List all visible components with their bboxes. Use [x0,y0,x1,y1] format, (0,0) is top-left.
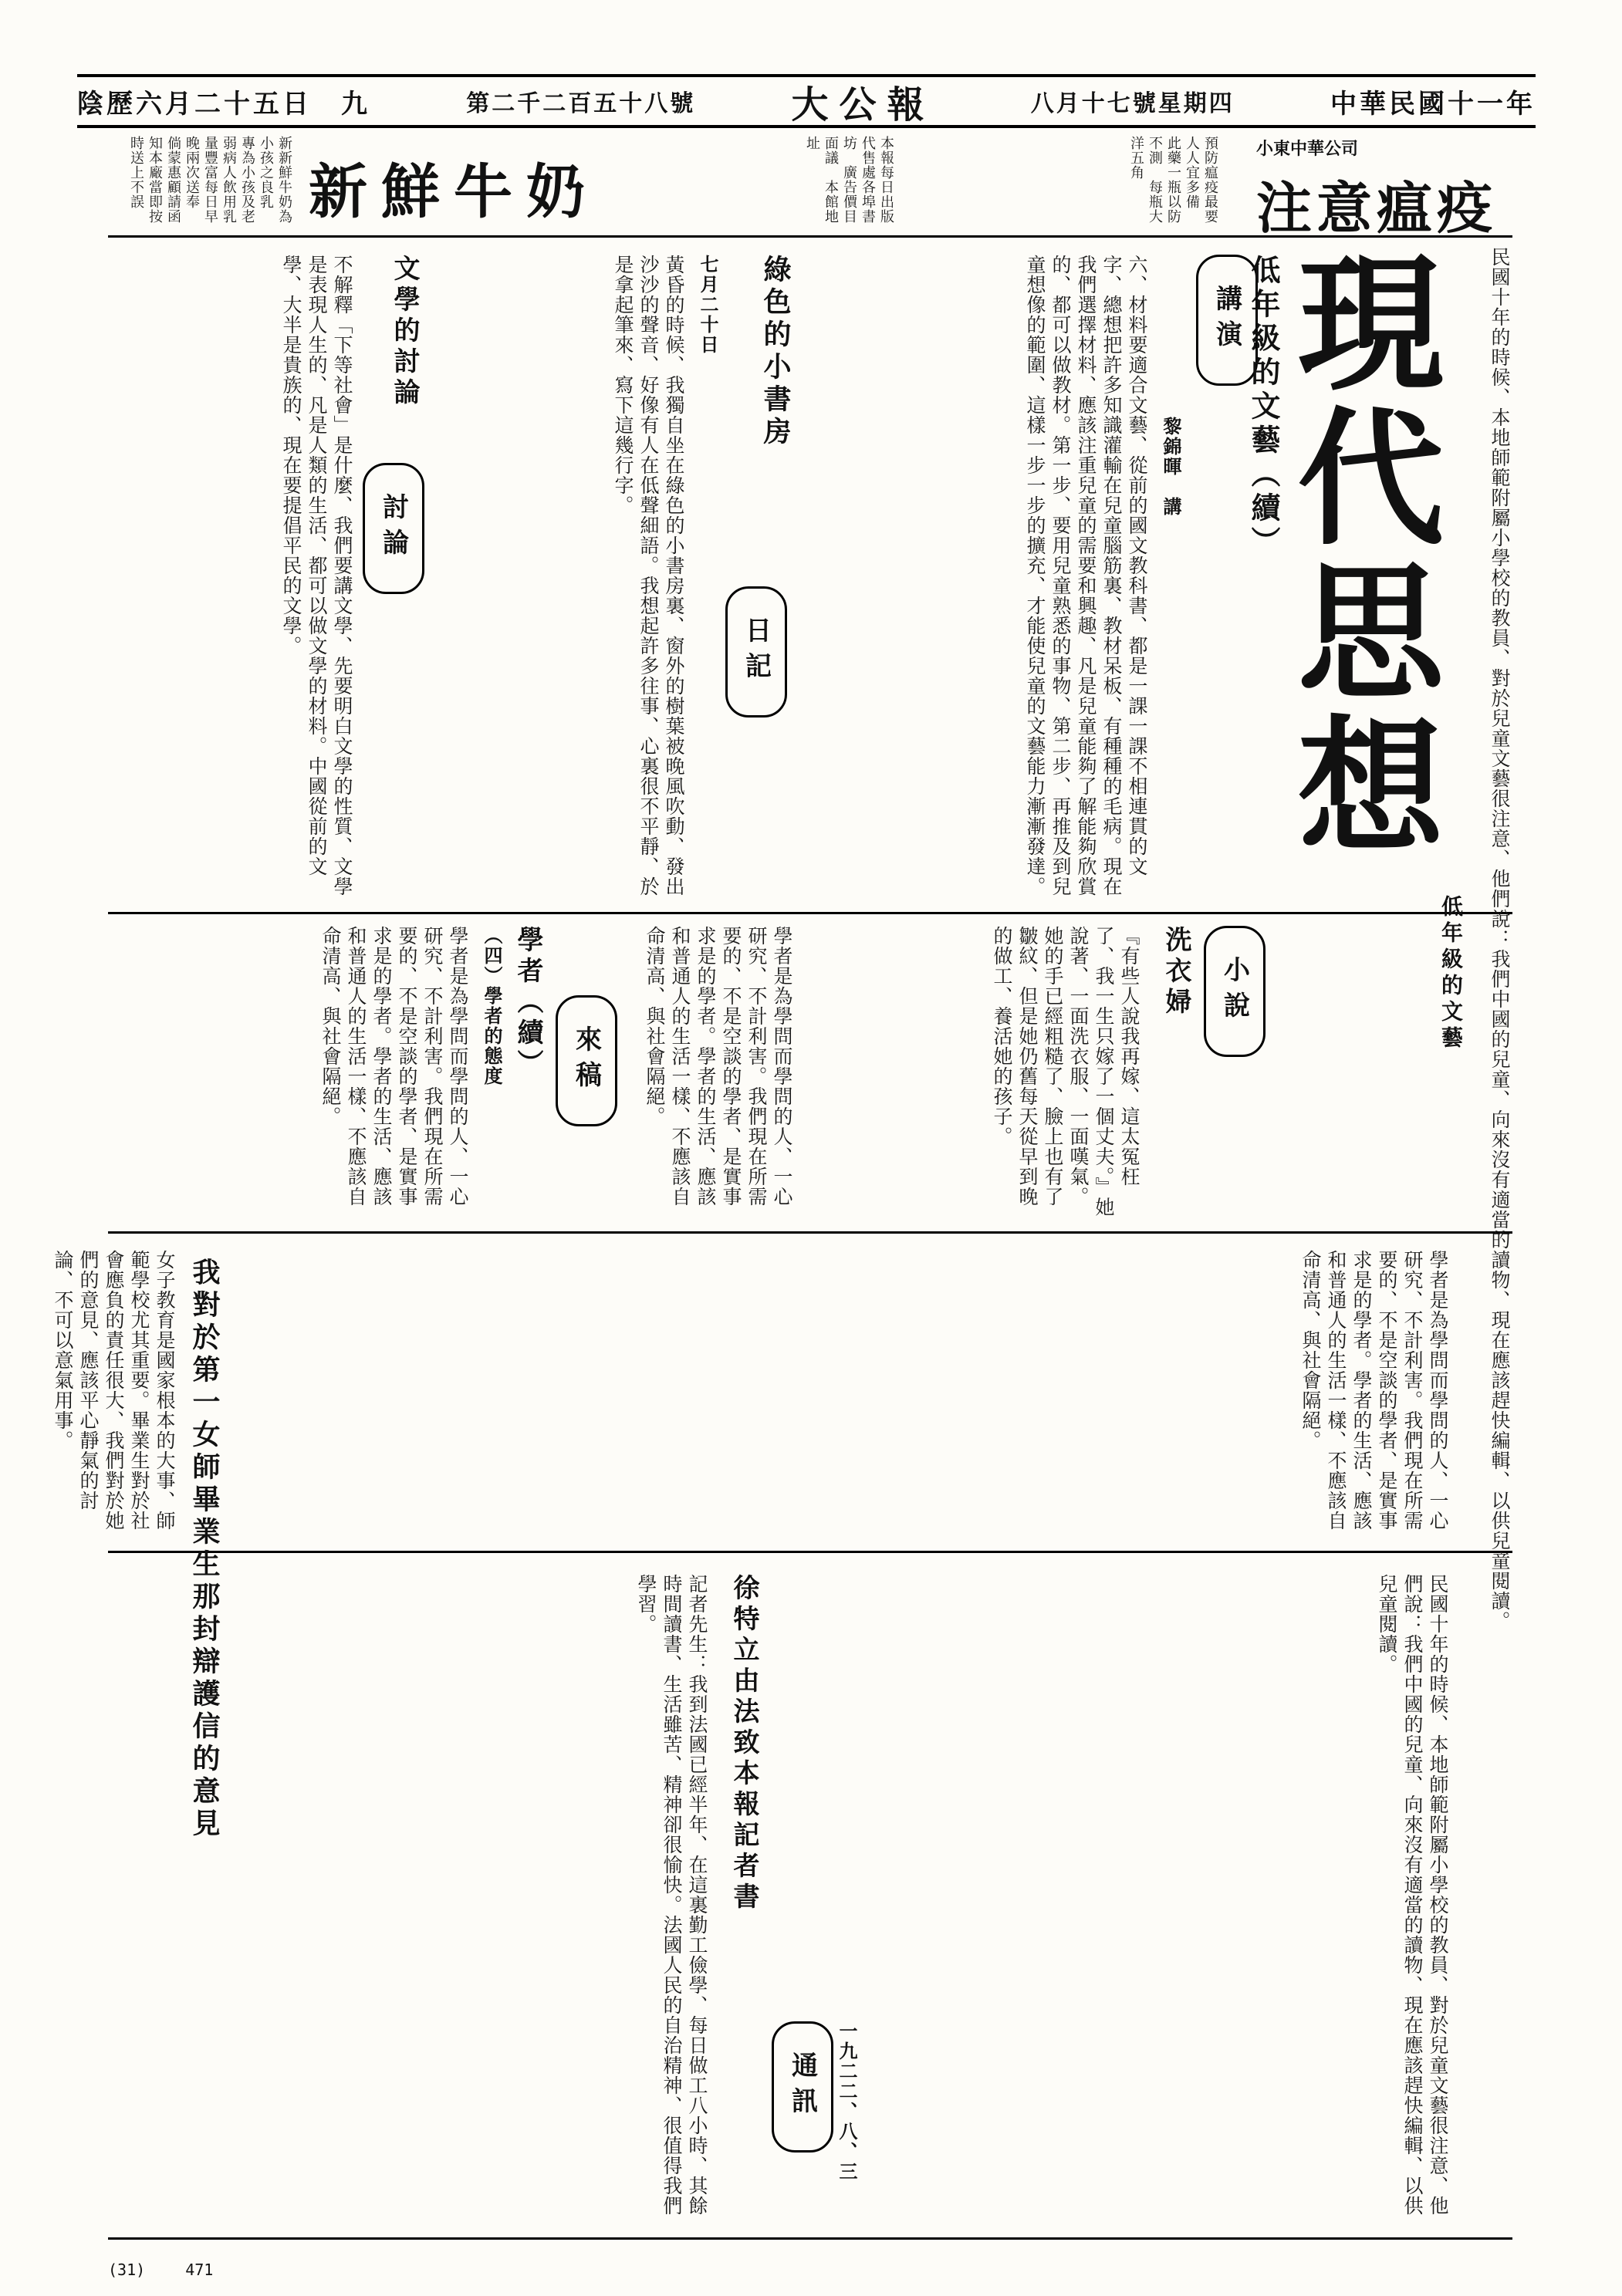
literature-label: 討論 [363,463,424,594]
tier-divider-1 [108,912,1512,914]
lecture-label: 講演 [1196,255,1258,386]
bottom-rule [108,2237,1512,2240]
flu-ad-company: 小東中華公司 [1255,139,1358,159]
diary-label: 日記 [725,586,787,718]
diary-text: 黃昏的時候、我獨自坐在綠色的小書房裏、窗外的樹葉被晚風吹動、發出沙沙的聲音、好像有人在低聲細語。我想起許多往事、心裏很不平靜、於是拿起筆來、寫下這幾行字。 [612,255,685,896]
bulletin-title: 徐特立由法致本報記者書 [728,1574,759,1913]
weekday-date: 八月十七號星期四 [1030,90,1235,117]
notice-ad-text: 本報每日出版 代售處各埠書坊 廣告價目面議 本館地址 [804,136,894,238]
masthead [77,74,1536,128]
paper-title: 大公報 [791,83,935,127]
right-column-title: 低年級的文藝 [1438,895,1464,1052]
scholar-label: 來稿 [556,995,617,1126]
reform-title: 我對於第一女師畢業生那封辯護信的意見 [188,1258,221,1841]
flu-advertisement [1235,136,1512,241]
notice-advertisement [772,136,895,238]
tier4-right-text: 民國十年的時候、本地師範附屬小學校的教員、對於兒童文藝很注意、他們說：我們中國的兒童、向來沒有適當的讀物、現在應該趕快編輯、以供兒童閱讀。 [1376,1574,1449,2216]
novel-title: 洗衣婦 [1161,926,1191,1018]
scholar-title: 學者（續） [512,926,543,1080]
lunar-date: 陰歷六月二十五日 九 [77,88,370,120]
advertisement-band [108,130,1512,241]
bulletin-date: 一九二二、八、三 [836,2021,858,2182]
flu-ad-title: 注意瘟疫 [1255,175,1497,241]
flu-ad-text: 預防瘟疫最要 人人宜多備 此藥一瓶以防不測 每瓶大洋五角 [1128,136,1218,238]
novel-text: 『有些人說我再嫁、這太冤枉了、我一生只嫁了一個丈夫。』她說著、一面洗衣服、一面嘆氣。她的手已經粗糙了、臉上也有了皺紋、但是她仍舊每天從早到晚的做工、養活她的孩子。 [991,926,1140,1217]
flu-ad-notes [926,136,1219,238]
lecture-text: 六、材料要適合文藝、從前的國文教科書、都是一課一課不相連貫的文字、總想把許多知識灌輸在兒童腦筋裏、教材呆板、有種種的毛病。現在我們選擇材料、應該注重兒童的需要和興趣、凡是兒童能夠了解能夠欣賞的、都可以做教材。第一步、要用兒童熟悉的事物、第二步、再推及到兒童想像的範圍、這樣一步一步的擴充、才能使兒童的文藝能力漸漸發達。 [1024,255,1148,896]
page-number: (31) [108,2261,146,2279]
modern-thought-banner: 現代思想 [1273,247,1444,864]
tier-divider-3 [108,1551,1512,1553]
tier3-body-text: 學者是為學問而學問的人、一心研究、不計利害。我們現在所需要的、不是空談的學者、是實事求是的學者。學者的生活、應該和普通人的生活一樣、不應該自命清高、與社會隔絕。 [1299,1250,1449,1531]
scholar-text-extra: 學者是為學問而學問的人、一心研究、不計利害。我們現在所需要的、不是空談的學者、是實事求是的學者。學者的生活、應該和普通人的生活一樣、不應該自命清高、與社會隔絕。 [644,926,793,1207]
republic-year: 中華民國十一年 [1330,88,1536,120]
reform-text: 女子教育是國家根本的大事、師範學校尤其重要。畢業生對於社會應負的責任很大、我們對於她們的意見、應該平心靜氣的討論、不可以意氣用事。 [52,1250,176,1531]
bulletin-label: 通訊 [772,2021,833,2152]
novel-label: 小說 [1204,926,1265,1057]
scholar-text: 學者是為學問而學問的人、一心研究、不計利害。我們現在所需要的、不是空談的學者、是實事求是的學者。學者的生活、應該和普通人的生活一樣、不應該自命清高、與社會隔絕。 [319,926,469,1207]
issue-number: 第二千二百五十八號 [466,90,696,117]
page-index: 471 [185,2261,214,2279]
milk-advertisement [108,136,694,231]
lecture-byline: 黎錦暉 講 [1160,417,1182,517]
milk-ad-text: 新新鮮牛奶為小孩之良乳 專為小孩及老弱病人飲用乳量豐富每日早晚兩次送奉 倘蒙惠顧請函知本廠當即按時送上不誤 [128,136,292,224]
diary-title: 綠色的小書房 [759,255,792,449]
page-footer [108,2261,244,2279]
scholar-subtitle: （四）學者的態度 [481,926,503,1086]
right-column-text: 民國十年的時候、本地師範附屬小學校的教員、對於兒童文藝很注意、他們說：我們中國的兒童、向來沒有適當的讀物、現在應該趕快編輯、以供兒童閱讀。 [1489,247,1511,1631]
tier-divider-2 [108,1231,1512,1234]
milk-ad-title: 新鮮牛奶 [309,157,599,226]
literature-text: 不解釋「下等社會」是什麼、我們要講文學、先要明白文學的性質、文學是表現人生的、凡是人類的生活、都可以做文學的材料。中國從前的文學、大半是貴族的、現在要提倡平民的文學。 [280,255,353,896]
diary-date: 七月二十日 [697,255,719,355]
bulletin-text: 記者先生：我到法國已經半年、在這裏勤工儉學、每日做工八小時、其餘時間讀書、生活雖苦、精神卻很愉快。法國人民的自治精神、很值得我們學習。 [635,1574,708,2216]
lecture-title: 低年級的文藝（續） [1246,255,1281,560]
literature-title: 文學的討論 [389,255,420,409]
